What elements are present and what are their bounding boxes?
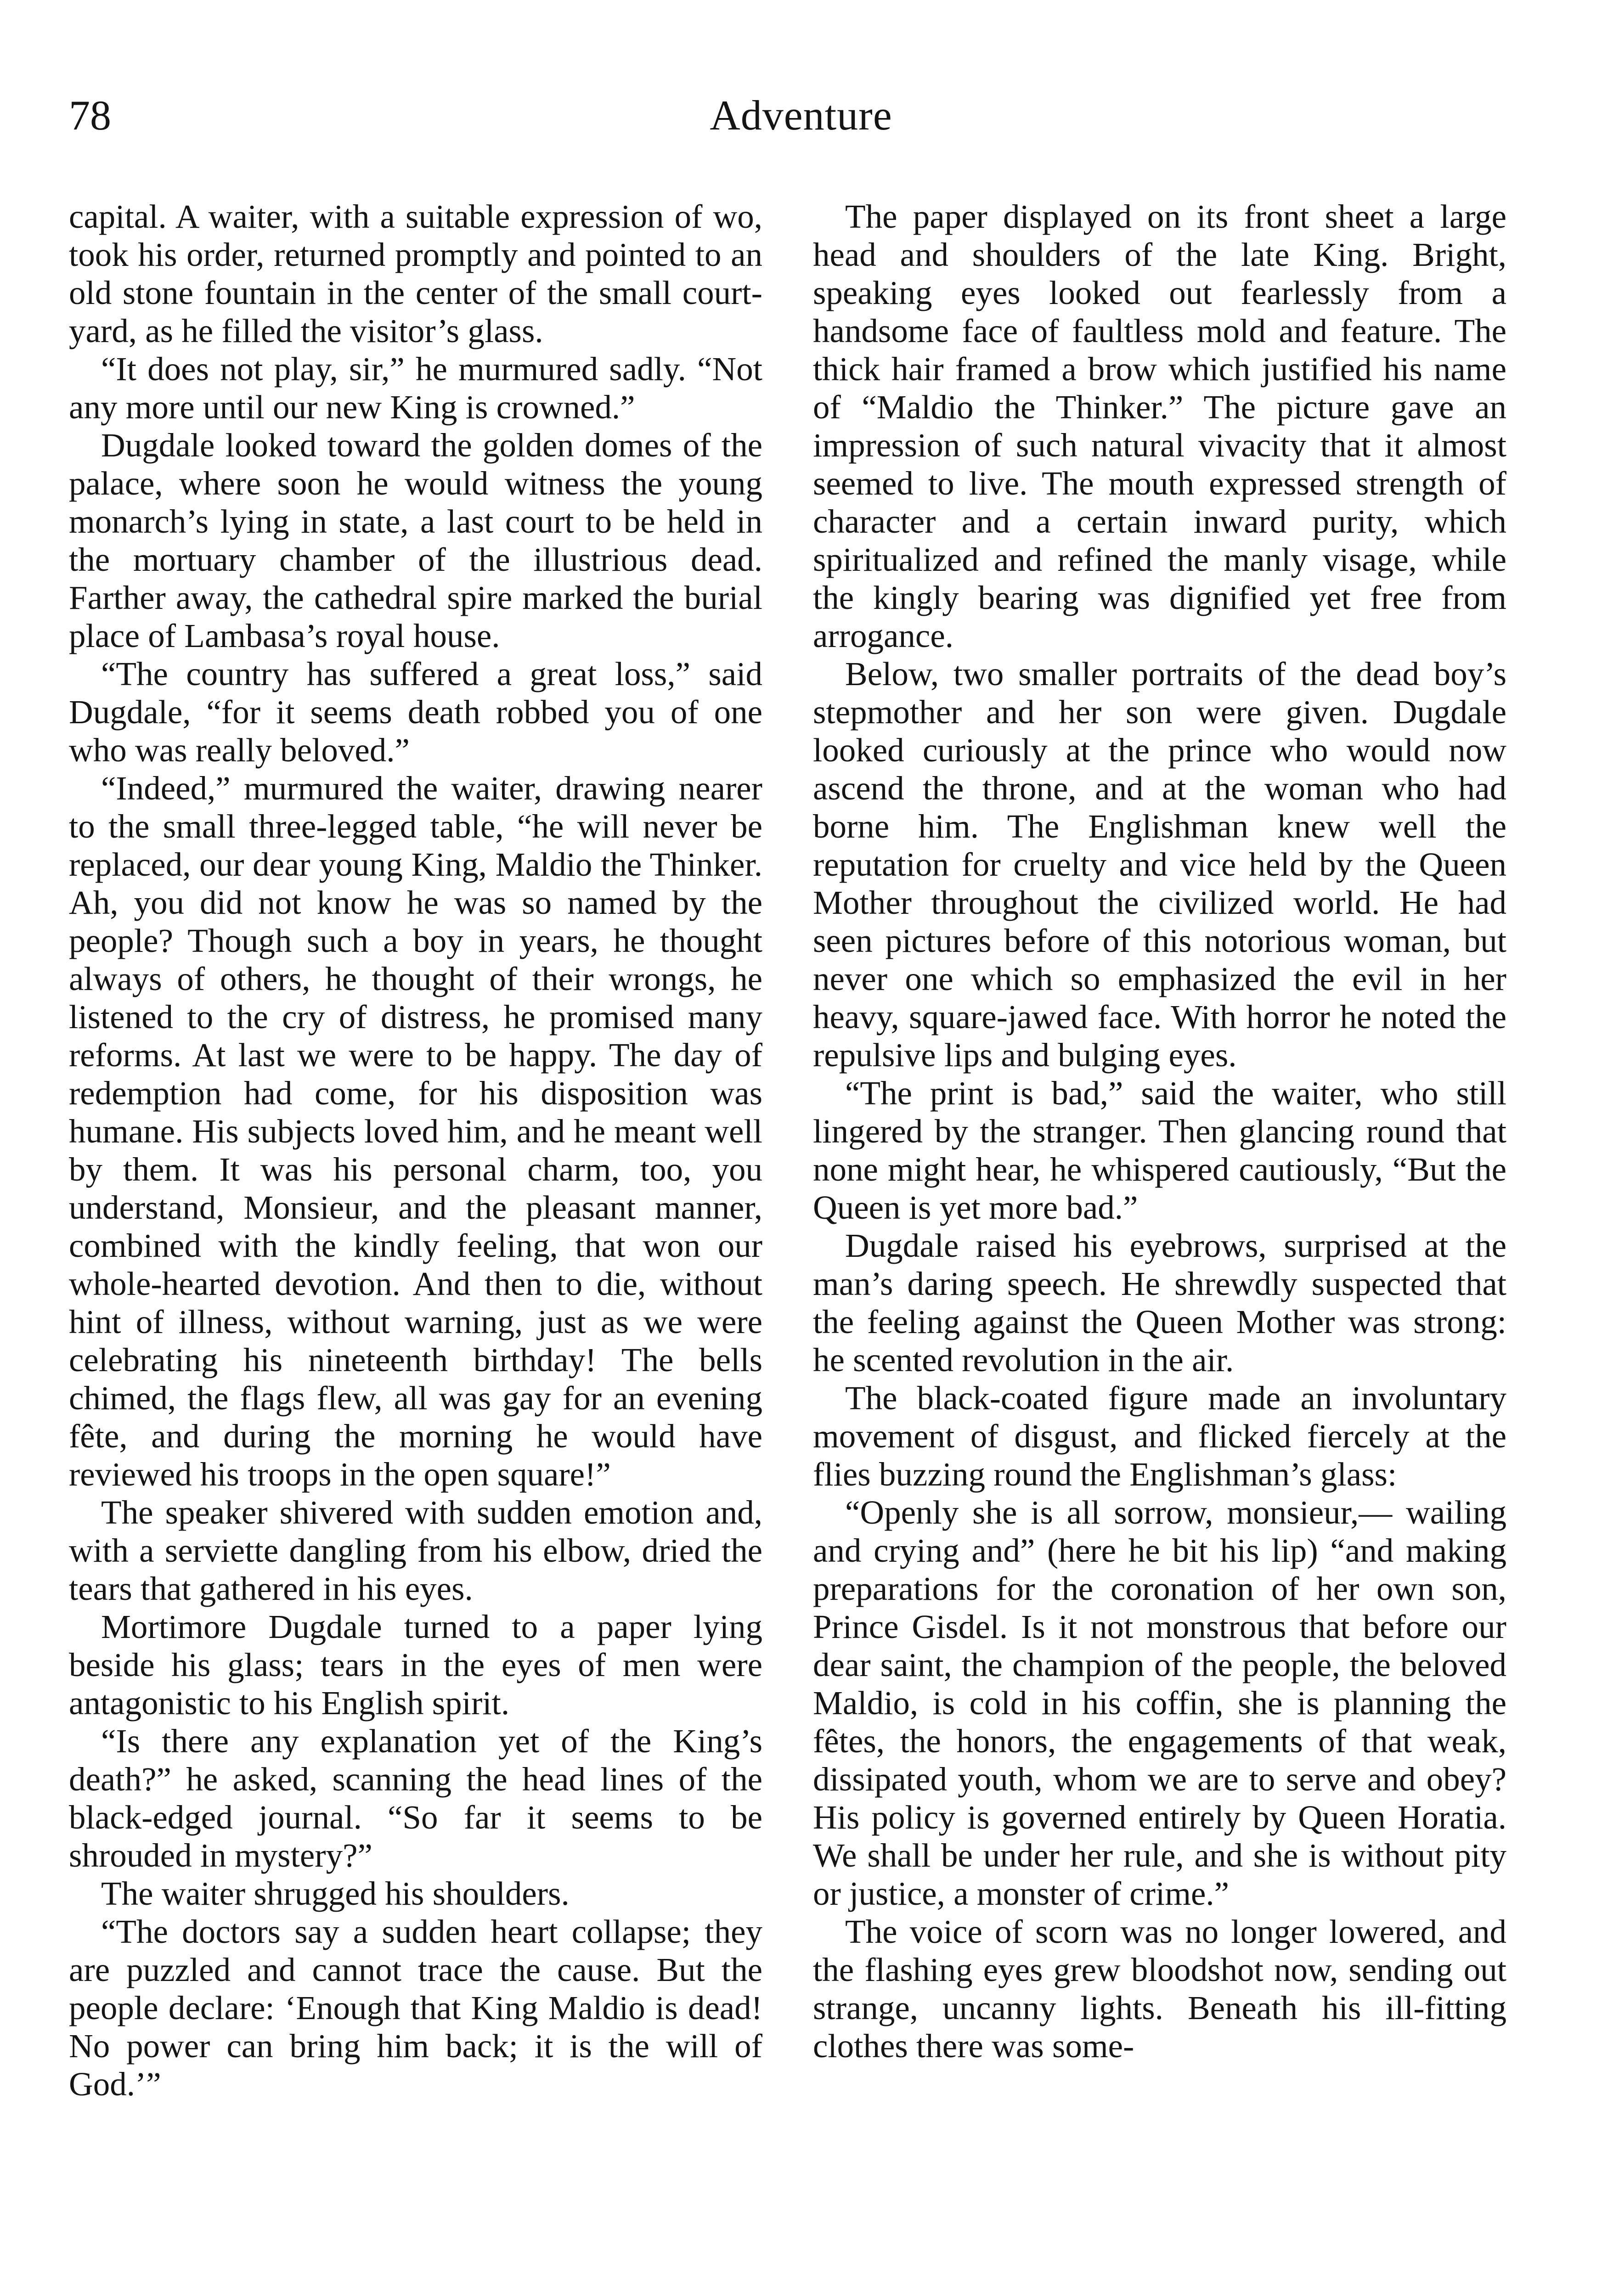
paragraph: “Openly she is all sorrow, monsieur,— wailing and crying and” (here he bit his lip) “and making preparations for the coronation of her own son, Prince Gisdel. Is it not monstrous that before our dear saint, the champion of the people, the beloved Maldio, is cold in his coffin, she is planning the fêtes, the honors, the engagements of that weak, dissipated youth, whom we are to serve and obey? His policy is governed entirely by Queen Horatia. We shall be under her rule, and she is without pity or justice, a monster of crime.” — [813, 1494, 1506, 1912]
paragraph: Dugdale looked toward the golden domes of the palace, where soon he would witness the young monarch’s lying in state, a last court to be held in the mortuary chamber of the illustrious dead. Farther away, the cathedral spire marked the burial place of Lambasa’s royal house. — [69, 427, 762, 654]
paragraph: The speaker shivered with sudden emotion and, with a serviette dangling from his elbow, dried the tears that gathered in his eyes. — [69, 1494, 762, 1607]
right-column — [813, 197, 1506, 2065]
paragraph: Dugdale raised his eyebrows, surprised at the man’s daring speech. He shrewdly suspected that the feeling against the Queen Mother was strong: he scented revolution in the air. — [813, 1227, 1506, 1379]
running-head-title: Adventure — [710, 92, 892, 139]
page-number: 78 — [69, 92, 111, 139]
paragraph: Mortimore Dugdale turned to a paper lying beside his glass; tears in the eyes of men were antagonistic to his English spirit. — [69, 1608, 762, 1722]
paragraph: The black-coated figure made an involuntary movement of disgust, and flicked fiercely at the flies buzzing round the Englishman’s glass: — [813, 1379, 1506, 1493]
paragraph: “Indeed,” murmured the waiter, drawing nearer to the small three-legged table, “he will never be replaced, our dear young King, Maldio the Thinker. Ah, you did not know he was so named by the people? Though such a boy in years, he thought always of others, he thought of their wrongs, he listened to the cry of distress, he promised many reforms. At last we were to be happy. The day of redemption had come, for his disposition was humane. His subjects loved him, and he meant well by them. It was his personal charm, too, you understand, Monsieur, and the pleasant manner, combined with the kindly feeling, that won our whole-hearted devotion. And then to die, without hint of illness, without warning, just as we were celebrating his nineteenth birthday! The bells chimed, the flags flew, all was gay for an evening fête, and during the morning he would have reviewed his troops in the open square!” — [69, 770, 762, 1493]
paragraph: “The print is bad,” said the waiter, who still lingered by the stranger. Then glancing round that none might hear, he whispered cautiously, “But the Queen is yet more bad.” — [813, 1075, 1506, 1226]
paragraph: “Is there any explanation yet of the King’s death?” he asked, scanning the head lines of the black-edged journal. “So far it seems to be shrouded in mystery?” — [69, 1722, 762, 1874]
paragraph: “The doctors say a sudden heart collapse; they are puzzled and cannot trace the cause. But the people declare: ‘Enough that King Maldio is dead! No power can bring him back; it is the will of God.’” — [69, 1913, 762, 2103]
paragraph: The voice of scorn was no longer lowered, and the flashing eyes grew bloodshot now, sending out strange, uncanny lights. Beneath his ill-fitting clothes there was some- — [813, 1913, 1506, 2065]
paragraph: capital. A waiter, with a suitable expression of wo, took his order, returned promptly and pointed to an old stone fountain in the center of the small court-yard, as he filled the visitor’s glass. — [69, 198, 762, 349]
paragraph: The waiter shrugged his shoulders. — [101, 1875, 570, 1912]
paragraph: Below, two smaller portraits of the dead boy’s stepmother and her son were given. Dugdale looked curiously at the prince who would now ascend the throne, and at the woman who had borne him. The Englishman knew well the reputation for cruelty and vice held by the Queen Mother throughout the civilized world. He had seen pictures before of this notorious woman, but never one which so emphasized the evil in her heavy, square-jawed face. With horror he noted the repulsive lips and bulging eyes. — [813, 655, 1506, 1074]
left-column — [69, 197, 762, 2103]
paragraph: “The country has suffered a great loss,” said Dugdale, “for it seems death robbed you of one who was really beloved.” — [69, 655, 762, 769]
paragraph: The paper displayed on its front sheet a large head and shoulders of the late King. Bright, speaking eyes looked out fearlessly from a handsome face of faultless mold and feature. The thick hair framed a brow which justified his name of “Maldio the Thinker.” The picture gave an impression of such natural vivacity that it almost seemed to live. The mouth expressed strength of character and a certain inward purity, which spiritualized and refined the manly visage, while the kingly bearing was dignified yet free from arrogance. — [813, 198, 1506, 654]
paragraph: “It does not play, sir,” he murmured sadly. “Not any more until our new King is crowned.” — [69, 350, 762, 426]
